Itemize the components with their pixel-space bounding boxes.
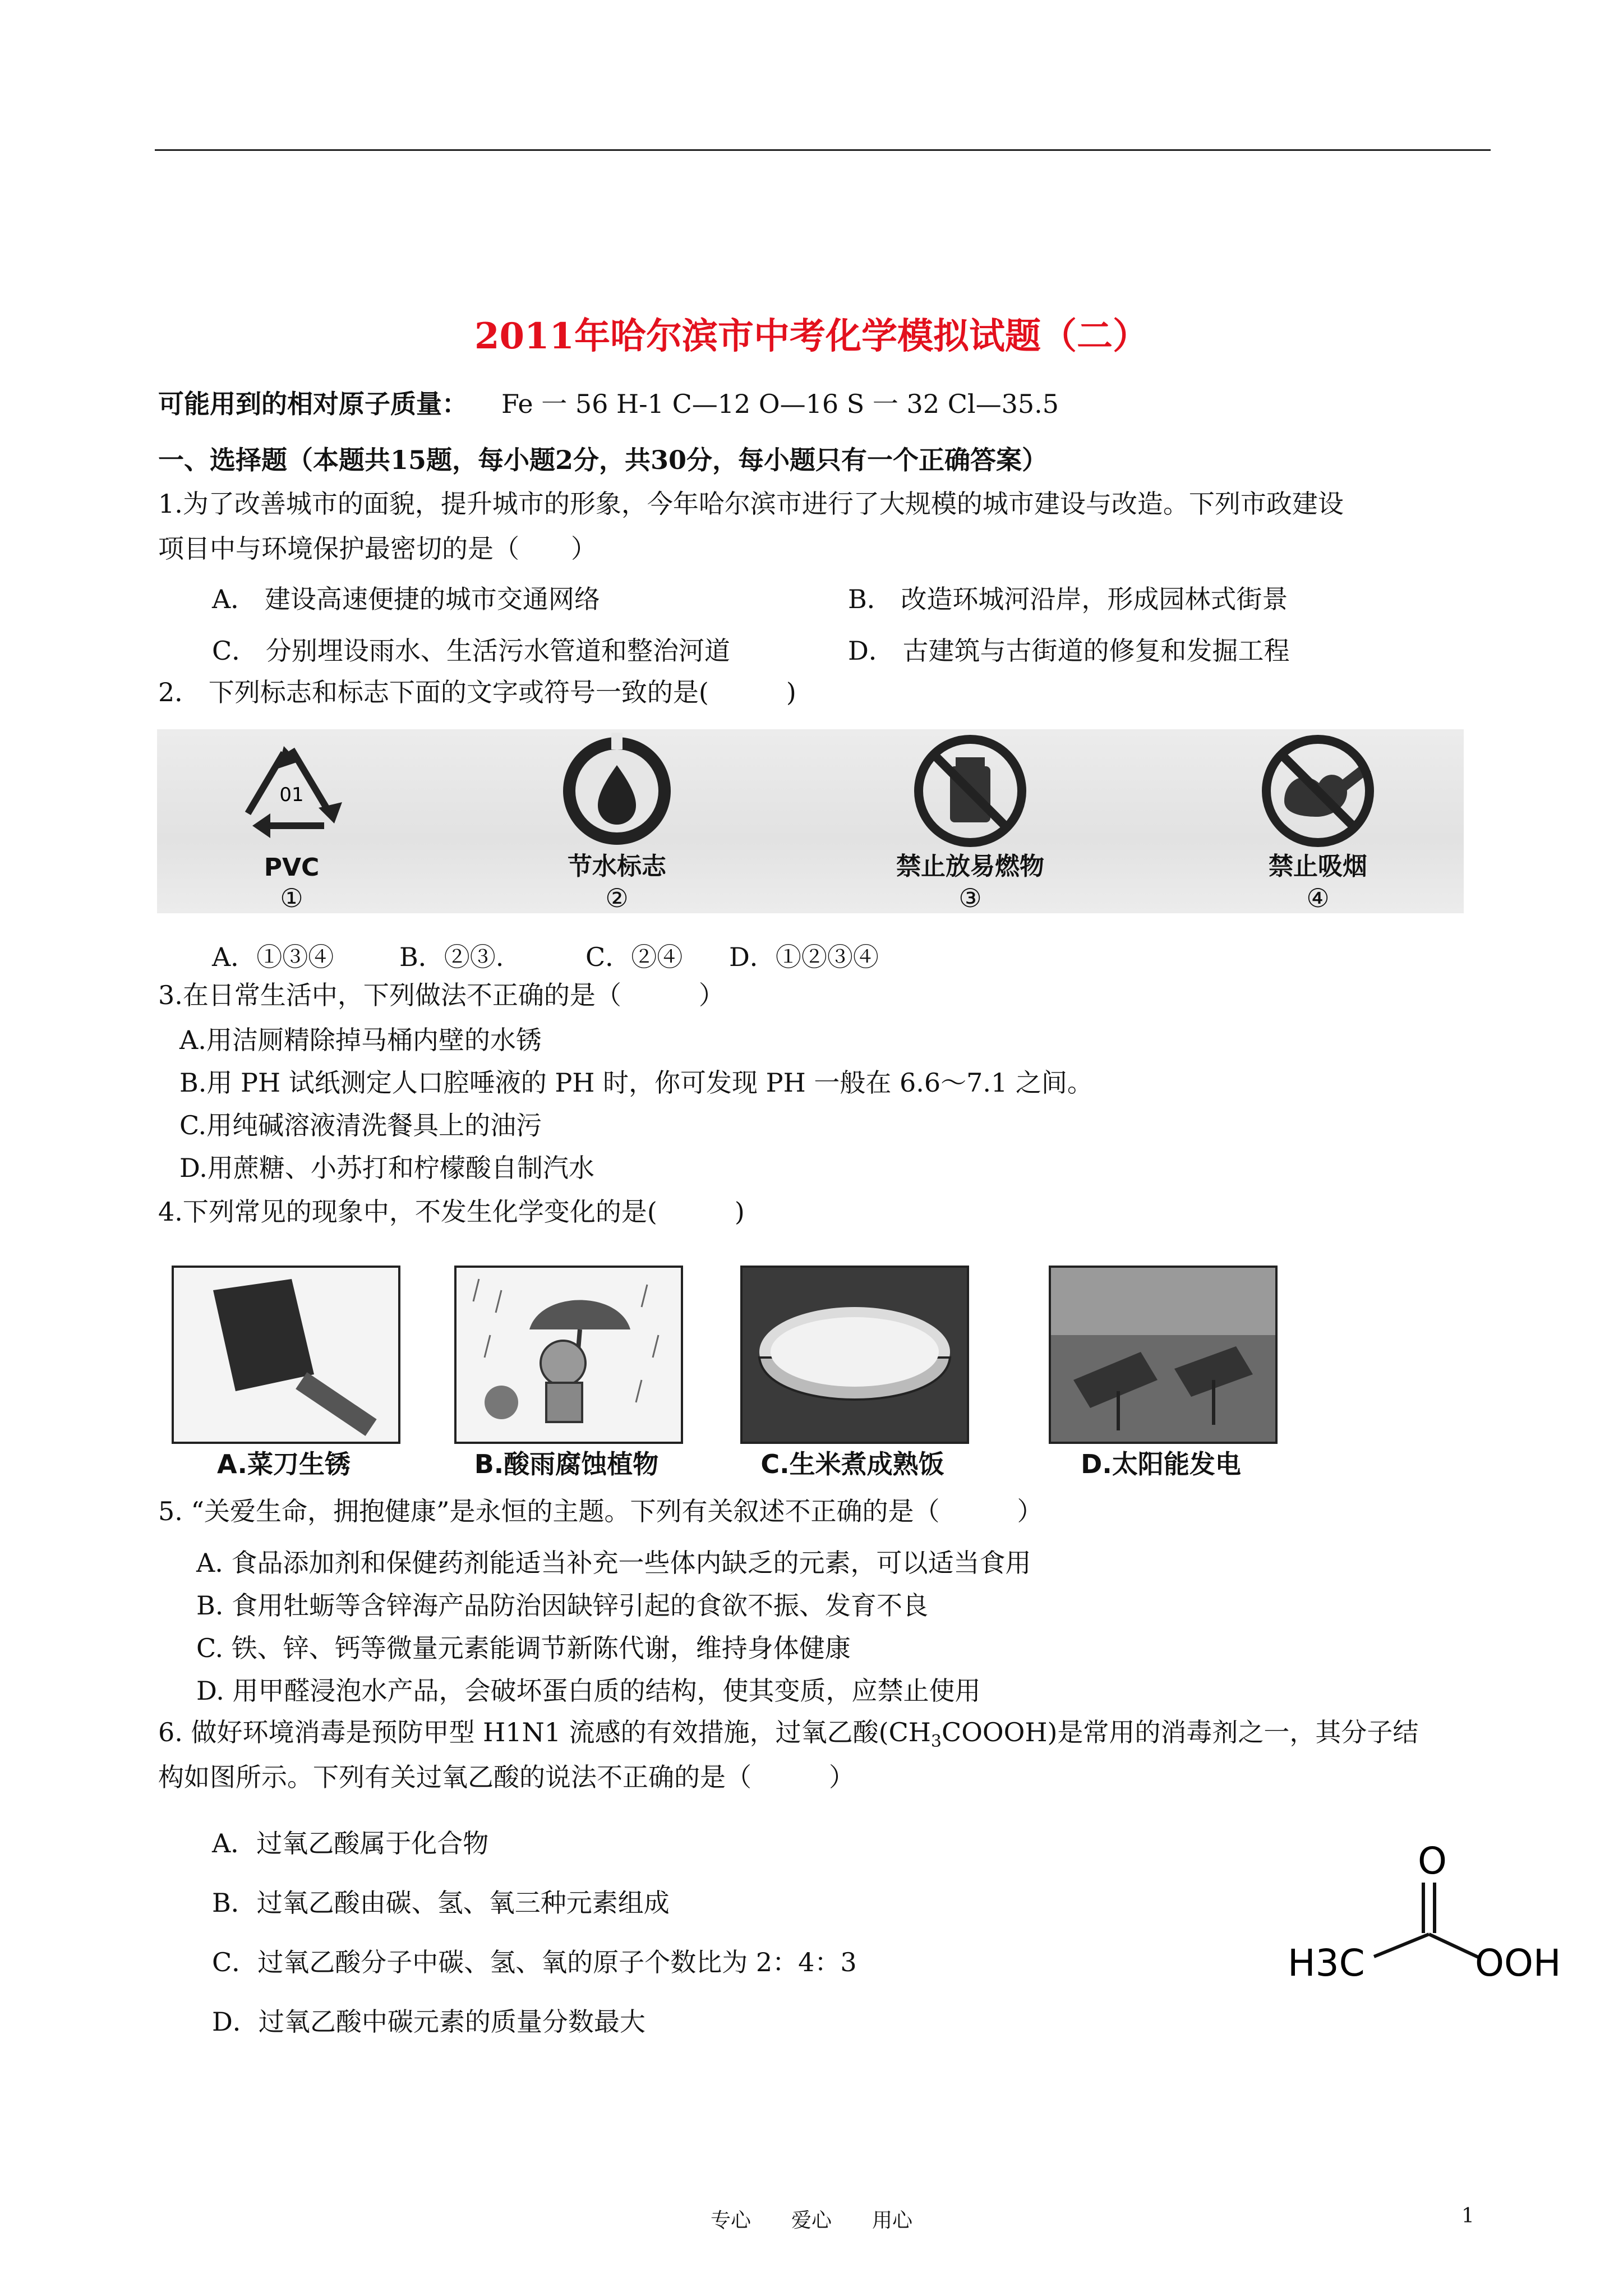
- q4-caption-c: C.生米煮成熟饭: [760, 1449, 944, 1479]
- q4-picture-d: [1049, 1266, 1278, 1444]
- q4-caption-a: A.菜刀生锈: [217, 1449, 351, 1479]
- header-rule: [155, 149, 1491, 151]
- q6-stem-line1: [158, 1715, 1418, 1759]
- no-flammables-icon: [852, 729, 1088, 853]
- cleaver-icon: [174, 1268, 398, 1442]
- q2-stem: 2． 下列标志和标志下面的文字或符号一致的是( ): [158, 677, 796, 707]
- q2-sign-3-number: ③: [958, 883, 982, 913]
- q6-option-c: C．过氧乙酸分子中碳、氢、氧的原子个数比为 2：4：3: [212, 1947, 857, 1977]
- q4-caption-d: D.太阳能发电: [1081, 1449, 1241, 1479]
- q2-option-c: C．②④: [585, 942, 683, 972]
- page-number: 1: [1461, 2205, 1474, 2228]
- molecule-methyl-label: H3C: [1288, 1941, 1365, 1985]
- section-heading: 一、选择题（本题共15题，每小题2分，共30分，每小题只有一个正确答案）: [158, 445, 1048, 475]
- molecule-ooh-label: OOH: [1475, 1941, 1561, 1985]
- solar-panel-icon: [1051, 1268, 1275, 1442]
- q2-sign-1-label: PVC: [264, 853, 320, 882]
- q3-stem: 3.在日常生活中，下列做法不正确的是（ ）: [158, 980, 725, 1010]
- recycle-icon: [174, 729, 409, 853]
- acid-rain-icon: [457, 1268, 681, 1442]
- q5-stem: 5. “关爱生命，拥抱健康”是永恒的主题。下列有关叙述不正确的是（ ）: [158, 1496, 1043, 1526]
- q6-option-a: A．过氧乙酸属于化合物: [212, 1828, 489, 1858]
- water-saving-icon: [499, 729, 735, 853]
- rice-bowl-icon: [743, 1268, 967, 1442]
- q4-caption-b: B.酸雨腐蚀植物: [474, 1449, 659, 1479]
- q2-option-d: D．①②③④: [729, 942, 879, 972]
- q4-picture-c: [740, 1266, 969, 1444]
- atomic-masses: [158, 384, 1059, 421]
- q6-stem-part2: COOOH)是常用的消毒剂之一，其分子结: [942, 1717, 1419, 1747]
- q6-stem-part1: 6. 做好环境消毒是预防甲型 H1N1 流感的有效措施，过氧乙酸(CH: [158, 1717, 931, 1747]
- q2-sign-4-number: ④: [1306, 883, 1330, 913]
- q2-sign-4-label: 禁止吸烟: [1269, 852, 1367, 881]
- peracetic-acid-structure: [1284, 1834, 1598, 2003]
- q5-option-b: B. 食用牡蛎等含锌海产品防治因缺锌引起的食欲不振、发育不良: [196, 1590, 929, 1621]
- q1-stem-line1: 1.为了改善城市的面貌，提升城市的形象，今年哈尔滨市进行了大规模的城市建设与改造。下列市政建设: [158, 489, 1344, 519]
- q1-option-c: C． 分别埋设雨水、生活污水管道和整治河道: [212, 636, 730, 666]
- q2-sign-1-number: ①: [280, 883, 303, 913]
- recycle-code: 01: [279, 784, 304, 806]
- no-smoking-icon: [1200, 729, 1436, 853]
- q6-option-b: B．过氧乙酸由碳、氢、氧三种元素组成: [212, 1888, 670, 1918]
- q5-option-a: A. 食品添加剂和保健药剂能适当补充一些体内缺乏的元素，可以适当食用: [196, 1548, 1031, 1578]
- molecule-oxygen-label: O: [1418, 1839, 1447, 1883]
- q1-option-a: A． 建设高速便捷的城市交通网络: [212, 584, 600, 614]
- page-title: 2011年哈尔滨市中考化学模拟试题（二）: [474, 315, 1149, 357]
- q2-sign-4: [1200, 729, 1436, 913]
- q2-sign-1: [174, 729, 409, 913]
- q2-sign-3: [852, 729, 1088, 913]
- q4-picture-a: [172, 1266, 400, 1444]
- page-footer: 专心 爱心 用心: [710, 2209, 912, 2232]
- q2-sign-2: [499, 729, 735, 913]
- q1-option-d: D． 古建筑与古街道的修复和发掘工程: [848, 636, 1290, 666]
- q5-option-d: D. 用甲醛浸泡水产品，会破坏蛋白质的结构，使其变质，应禁止使用: [196, 1676, 981, 1706]
- q2-sign-3-label: 禁止放易燃物: [896, 852, 1044, 881]
- q3-option-d: D.用蔗糖、小苏打和柠檬酸自制汽水: [179, 1153, 594, 1183]
- q2-option-a: A．①③④: [212, 942, 334, 972]
- q6-stem-line2: 构如图所示。下列有关过氧乙酸的说法不正确的是（ ）: [158, 1762, 855, 1792]
- q2-option-b: B．②③.: [399, 942, 504, 972]
- q5-option-c: C. 铁、锌、钙等微量元素能调节新陈代谢，维持身体健康: [196, 1633, 851, 1663]
- q3-option-a: A.用洁厕精除掉马桶内壁的水锈: [179, 1025, 542, 1055]
- q2-sign-2-label: 节水标志: [568, 852, 666, 881]
- q2-signs-image: [157, 729, 1464, 913]
- q6-option-d: D．过氧乙酸中碳元素的质量分数最大: [212, 2007, 645, 2037]
- q4-pictures: [168, 1266, 1295, 1490]
- q3-option-b: B.用 PH 试纸测定人口腔唾液的 PH 时，你可发现 PH 一般在 6.6～7.1 之间。: [179, 1068, 1093, 1098]
- q6-subscript: 3: [930, 1732, 942, 1752]
- q4-stem: 4.下列常见的现象中，不发生化学变化的是( ): [158, 1197, 745, 1227]
- atomic-masses-label: 可能用到的相对原子质量：: [158, 389, 468, 419]
- atomic-masses-values: Fe 一 56 H-1 C—12 O—16 S 一 32 Cl—35.5: [501, 389, 1059, 419]
- q4-picture-b: [454, 1266, 683, 1444]
- q3-option-c: C.用纯碱溶液清洗餐具上的油污: [179, 1110, 542, 1140]
- q1-stem-line2: 项目中与环境保护最密切的是（ ）: [158, 533, 597, 564]
- q1-option-b: B． 改造环城河沿岸，形成园林式街景: [848, 584, 1288, 614]
- q2-sign-2-number: ②: [605, 883, 629, 913]
